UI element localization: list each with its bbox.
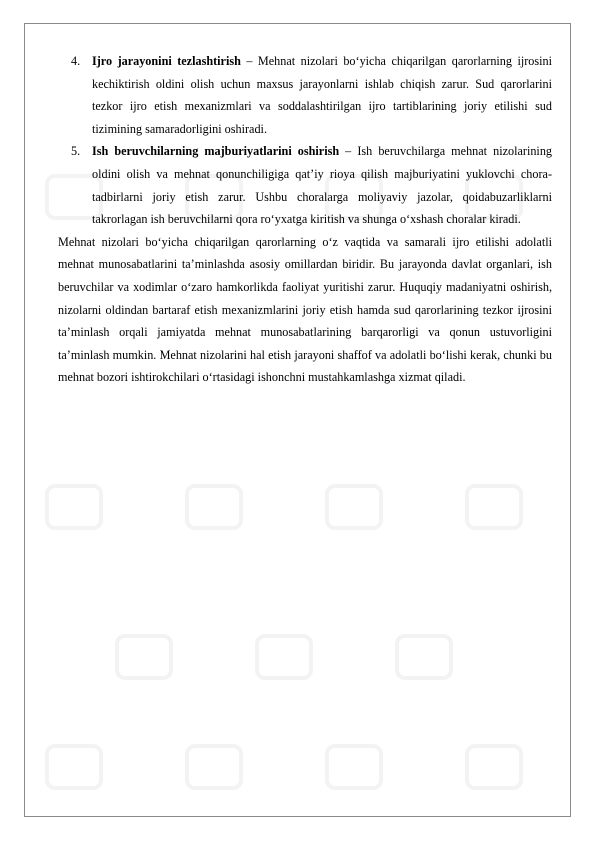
list-item	[58, 50, 552, 140]
list-item	[58, 140, 552, 230]
list-item-text: Mehnat nizolari bo‘yicha chiqarilgan qarorlarning ijrosini kechiktirish oldini olish uchun maxsus jarayonlarni ishlab chiqish zarur. Sud qarorlarini tezkor ijro etish mexanizmlari va soddalashtirilgan ijro tartiblarining joriy etilishi sud tizimining samaradorligini oshiradi.	[92, 54, 552, 136]
list-item-title: Ijro jarayonini tezlashtirish	[92, 54, 241, 68]
list-item-number: 5.	[71, 144, 81, 159]
list-item-separator: –	[240, 54, 258, 68]
numbered-list	[58, 50, 552, 231]
list-item-title: Ish beruvchilarning majburiyatlarini oshirish	[92, 144, 340, 159]
list-item-number: 4.	[71, 54, 81, 68]
list-item-text: Ish beruvchilarga mehnat nizolarining oldini olish va mehnat qonunchiligiga qat’iy rioya qilish majburiyatini yuklovchi chora-tadbirlarni joriy etish zarur. Ushbu choralarga moliyaviy jazolar, qoidabuzarliklarni takrorlagan ish beruvchilarni qora ro‘yxatga kiritish va shunga o‘xshash choralar kiradi.	[92, 144, 553, 227]
list-item-separator: –	[339, 144, 358, 159]
conclusion-paragraph: Mehnat nizolari bo‘yicha chiqarilgan qarorlarning o‘z vaqtida va samarali ijro etilishi adolatli mehnat munosabatlarini ta’minlashda asosiy omillardan biridir. Bu jarayonda davlat organlari, ish beruvchilar va xodimlar o‘zaro hamkorlikda faoliyat yuritishi zarur. Huquqiy madaniyatni oshirish, nizolarni oldindan bartaraf etish mexanizmlarini joriy etish hamda sud qarorlarining tezkor ijrosini ta’minlash orqali jamiyatda mehnat munosabatlarining barqarorligi va qonun ustuvorligini ta’minlash mumkin. Mehnat nizolarini hal etish jarayoni shaffof va adolatli bo‘lishi kerak, chunki bu mehnat bozori ishtirokchilari o‘rtasidagi ishonchni mustahkamlashga xizmat qiladi.	[58, 234, 552, 385]
document-body	[58, 50, 552, 389]
